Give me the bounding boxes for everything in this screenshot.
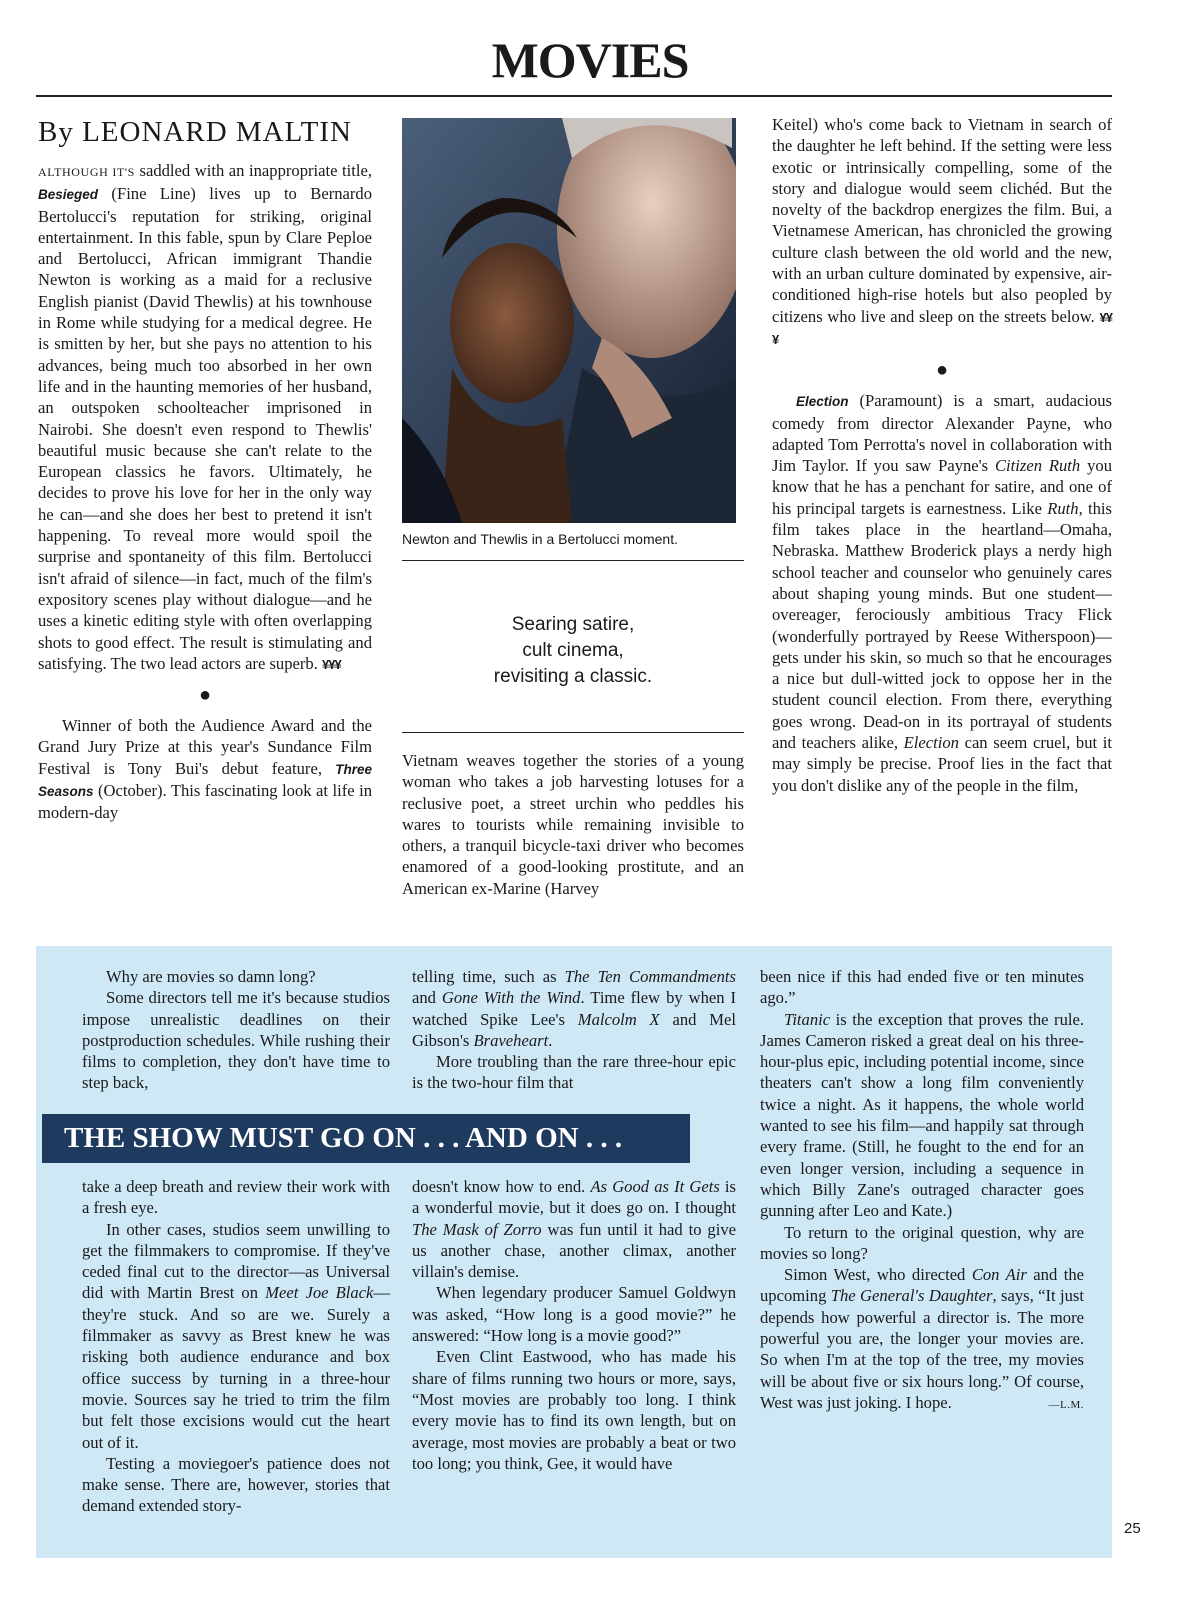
photo-illustration	[402, 118, 736, 523]
lead-opening: ALTHOUGH IT'S	[38, 165, 135, 179]
third-review: Election (Paramount) is a smart, audacious comedy from director Alexander Payne, who adapted Tom Perrotta's novel in collaboration with Jim Taylor. If you saw Payne's Citizen Ruth you know that he has a penchant for satire, and one of his principal targets is earnestness. Like Ruth, this film takes place in the heartland—Omaha, Nebraska. Matthew Broderick plays a nerdy high school teacher and counselor who genuinely cares about shaping young minds. But one student—overeager, ferociously ambitious Tracy Flick (wonderfully portrayed by Reese Witherspoon)—gets under his skin, so much so that he encourages a nice but dull-witted jock to oppose her in the student council election. From there, everything goes wrong. Dead-on in its portrayal of students and teachers alike, Election can seem cruel, but it may simply be precise. Proof lies in the fact that you don't dislike any of the people in the film,	[772, 391, 1113, 795]
film-title-three-seasons: Three Seasons	[38, 761, 372, 800]
column-3	[772, 114, 1112, 796]
separator-bullet: ●	[198, 684, 212, 707]
sidebar-col-2-top: telling time, such as The Ten Commandments and Gone With the Wind. Time flew by when I watched Spike Lee's Malcolm X and Mel Gibson's Braveheart. More troubling than the rare three-hour epic is the two-hour film that	[412, 967, 737, 1093]
second-review-end: Keitel) who's come back to Vietnam in search of the daughter he left behind. If the setting were less exotic or intrinsically compelling, some of the story and dialogue would seem clichéd. But the novelty of the backdrop energizes the film. Bui, a Vietnamese American, has chronicled the growing culture clash between the old world and the new, with an urban culture dominated by expensive, air-conditioned high-rise hotels but also peopled by citizens who live and sleep on the streets below. ¥¥¥	[772, 115, 1112, 347]
sidebar-col-2-bottom: doesn't know how to end. As Good as It Gets is a wonderful movie, but it does go on. I thought The Mask of Zorro was fun until it had to give us another chase, another climax, another villain's demise. When legendary producer Samuel Goldwyn was asked, “How long is a good movie?” he answered: “How long is a movie good?” Even Clint Eastwood, who has made his share of films running two hours or more, says, “Most movies are probably too long. I think every movie has to find its own length, but on average, most movies are probably a beat or two too long; you think, Gee, it would have	[412, 1177, 737, 1473]
rating-besieged: ¥¥¥	[322, 656, 341, 672]
pullquote-rule-top	[402, 560, 744, 561]
film-title-besieged: Besieged	[38, 187, 99, 203]
photo-caption: Newton and Thewlis in a Bertolucci moment.	[402, 531, 678, 547]
column-2	[402, 750, 744, 899]
page-number: 25	[1124, 1520, 1141, 1537]
byline: By LEONARD MALTIN	[38, 116, 352, 148]
sidebar-col-3: been nice if this had ended five or ten minutes ago.” Titanic is the exception that proves the rule. James Cameron risked a great deal on his three-hour-plus epic, including potential income, since theaters can't show a long film conveniently twice a night. As it happens, the whole world wanted to see his film—and happily sat through every frame. (Still, he fought to the end for an even longer version, including a sequence in which Billy Zane's outraged character goes gunning after Leo and Kate.) To return to the original question, why are movies so long? Simon West, who directed Con Air and the upcoming The General's Daughter, says, “It just depends how powerful a director is. The more powerful you are, the longer your movies are. So when I'm at the top of the tree, my movies will be about five or six hours long.” Of course, West was just joking. I hope. —L.M.	[760, 966, 1084, 1416]
author-signature: —L.M.	[1048, 1398, 1084, 1411]
film-title-election: Election	[796, 394, 849, 410]
page-title: MOVIES	[491, 32, 689, 88]
column-1	[38, 160, 372, 824]
separator-bullet-2: ●	[935, 359, 949, 382]
sidebar-col-1-top: Why are movies so damn long? Some directors tell me it's because studios impose unrealistic deadlines on their postproduction schedules. While rushing their films to completion, they don't have time to step back,	[82, 967, 390, 1093]
rating-three-seasons: ¥¥¥	[772, 309, 1112, 347]
sidebar-col-1-bottom: take a deep breath and review their work with a fresh eye. In other cases, studios seem unwilling to get the filmmakers to compromise. If they've ceded final cut to the director—as Universal did with Martin Brest on Meet Joe Black—they're stuck. And so are we. Surely a filmmaker as savvy as Brest knew he was risking both audience endurance and box office success by turning in a three-hour movie. Sources say he tried to trim the film but felt those excisions would cut the heart out of it. Testing a moviegoer's patience does not make sense. There are, however, stories that demand extended story-	[82, 1177, 390, 1516]
second-review-start: Winner of both the Audience Award and the Grand Jury Prize at this year's Sundance Film Festival is Tony Bui's debut feature, Three Seasons (October). This fascinating look at life in modern-day	[38, 716, 372, 823]
lead-review: ALTHOUGH IT'S saddled with an inappropriate title, Besieged (Fine Line) lives up to Bernardo Bertolucci's reputation for striking, original entertainment. In this fable, spun by Clare Peploe and Bertolucci, African immigrant Thandie Newton is working as a maid for a reclusive English pianist (David Thewlis) at his townhouse in Rome while studying for a medical degree. He is smitten by her, but she pays no attention to his advances, being much too absorbed in her own life and in the haunting memories of her husband, an outspoken schoolteacher imprisoned in Nairobi. She doesn't even respond to Thewlis' beautiful music because she can't relate to the European classics he favors. Ultimately, he decides to prove his love for her in the only way he can—and she does her best to pretend it isn't happening. To reveal more would spoil the surprise and spontaneity of this film. Bertolucci isn't afraid of silence—in fact, much of the film's expository scenes play without dialogue—and he uses a kinetic editing style with often overlapping shots to good effect. The result is stimulating and satisfying. The two lead actors are superb. ¥¥¥	[38, 161, 372, 673]
second-review-continued: Vietnam weaves together the stories of a young woman who takes a job harvesting lotuses for a reclusive poet, a street urchin who peddles his wares to tourists while remaining invisible to others, a tranquil bicycle-taxi driver who becomes enamored of a good-looking prostitute, and an American ex-Marine (Harvey	[402, 751, 744, 898]
pullquote: Searing satire, cult cinema, revisiting a classic.	[493, 614, 653, 687]
pullquote-rule-bottom	[402, 732, 744, 733]
film-still-photo	[402, 118, 736, 523]
sidebar-banner: THE SHOW MUST GO ON . . . AND ON . . .	[42, 1114, 690, 1163]
header-rule	[36, 95, 1112, 97]
